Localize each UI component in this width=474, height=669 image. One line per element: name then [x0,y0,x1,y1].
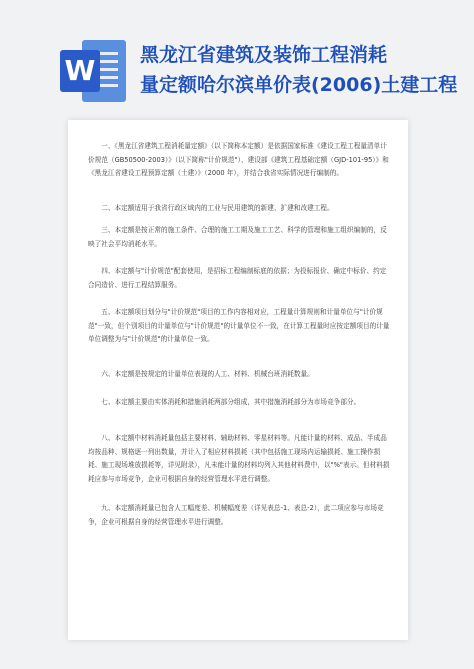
paragraph-2: 二、本定额适用于我省行政区域内的工业与民用建筑的新建、扩建和改建工程。 [101,204,334,212]
title-line-2: 量定额哈尔滨单价表(2006)土建工程 [140,74,458,96]
word-document-icon [60,40,126,102]
word-icon-letter: W [60,50,100,92]
paragraph-8: 八、本定额中材料消耗量包括主要材料、辅助材料、零星材料等。凡能计量的材料、成品、半成品均按品种、规格逐一列出数量，并计入了相应材料损耗（其中包括施工现场内运输损耗、施工操作损耗、施工现场堆放损耗等，详见附录），凡未能计量的材料均列入其他材料费中，以"%"表示。但材料损耗应参与市场竞争，企业可根据自身的经营管理水平进行调整。 [88,434,390,483]
paragraph-5: 五、本定额项目划分与"计价规范"项目的工作内容相对应，工程量计算规则和计量单位与"计价规范"一致，但个别项目的计量单位与"计价规范"的计量单位不一致，在计算工程量时应按定额项目的计量单位调整为与"计价规范"的计量单位一致。 [88,308,390,344]
paragraph-7: 七、本定额主要由实体消耗和措施消耗两部分组成，其中措施消耗部分为市场竞争部分。 [101,398,361,406]
paragraph-6: 六、本定额是按规定的计量单位表现的人工、材料、机械台班消耗数量。 [101,370,314,378]
document-title [140,40,470,100]
document-page [68,120,408,640]
paragraph-1: 一、《黑龙江省建筑工程消耗量定额》（以下简称本定额）是依据国家标准《建设工程工程量清单计价规范（GB50500-2003）》（以下简称"计价规范"）、建设部《建筑工程基础定额（GJD-101-95）》和《黑龙江省建设工程预算定额（土建）》（2000 年），并结合我省实际情况进行编制的。 [88,142,389,178]
title-line-1: 黑龙江省建筑及装饰工程消耗 [140,44,388,66]
paragraph-4: 四、本定额与"计价规范"配套使用，是招标工程编制标底的依据；为投标报价、确定中标价、约定合同造价、进行工程结算服务。 [88,267,387,289]
paragraph-3: 三、本定额是按正常的施工条件、合理的施工工期及施工工艺、科学的管理和施工组织编制的，反映了社会平均消耗水平。 [88,226,387,248]
paragraph-9: 九、本定额消耗量已包含人工幅度差、机械幅度差（详见表总-1、表总-2），此二项应参与市场竞争，企业可根据自身的经营管理水平进行调整。 [88,504,384,526]
header [0,0,474,112]
